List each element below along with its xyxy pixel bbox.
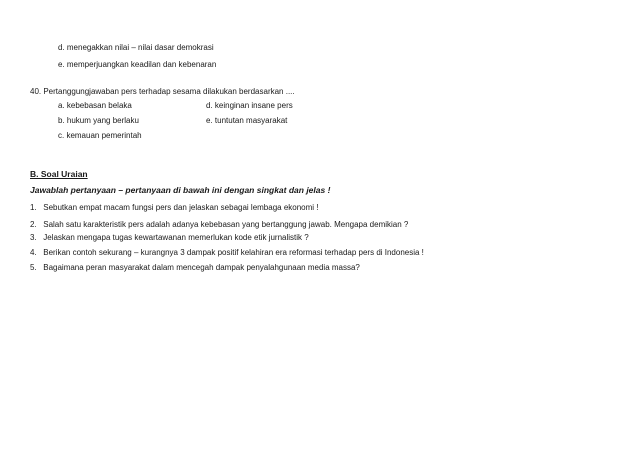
essay-item-text: Jelaskan mengapa tugas kewartawanan memerlukan kode etik jurnalistik ? xyxy=(43,233,309,242)
q40-option-a: a. kebebasan belaka xyxy=(58,101,132,110)
essay-item-number: 5. xyxy=(30,263,37,272)
q40-question: 40. Pertanggungjawaban pers terhadap sesama dilakukan berdasarkan .... xyxy=(30,87,295,96)
section-b-instruction: Jawablah pertanyaan – pertanyaan di bawah ini dengan singkat dan jelas ! xyxy=(30,185,331,195)
essay-item-number: 2. xyxy=(30,220,37,229)
essay-item-number: 1. xyxy=(30,203,37,212)
q40-option-b: b. hukum yang berlaku xyxy=(58,116,139,125)
q39-option-e: e. memperjuangkan keadilan dan kebenaran xyxy=(58,60,217,69)
essay-item-3 xyxy=(30,233,309,243)
essay-item-text: Berikan contoh sekurang – kurangnya 3 dampak positif kelahiran era reformasi terhadap pers di Indonesia ! xyxy=(43,248,424,257)
q40-option-c: c. kemauan pemerintah xyxy=(58,131,142,140)
essay-item-text: Bagaimana peran masyarakat dalam mencegah dampak penyalahgunaan media massa? xyxy=(43,263,360,272)
q40-option-e: e. tuntutan masyarakat xyxy=(206,116,288,125)
essay-item-4 xyxy=(30,248,424,258)
q40-option-d: d. keinginan insane pers xyxy=(206,101,293,110)
essay-item-text: Salah satu karakteristik pers adalah adanya kebebasan yang bertanggung jawab. Mengapa demikian ? xyxy=(43,220,409,229)
essay-item-5 xyxy=(30,263,360,273)
section-b-title: B. Soal Uraian xyxy=(30,169,88,179)
essay-item-number: 4. xyxy=(30,248,37,257)
essay-item-2 xyxy=(30,220,408,230)
q39-option-d: d. menegakkan nilai – nilai dasar demokrasi xyxy=(58,43,214,52)
essay-item-text: Sebutkan empat macam fungsi pers dan jelaskan sebagai lembaga ekonomi ! xyxy=(43,203,319,212)
essay-item-1 xyxy=(30,203,319,213)
essay-item-number: 3. xyxy=(30,233,37,242)
